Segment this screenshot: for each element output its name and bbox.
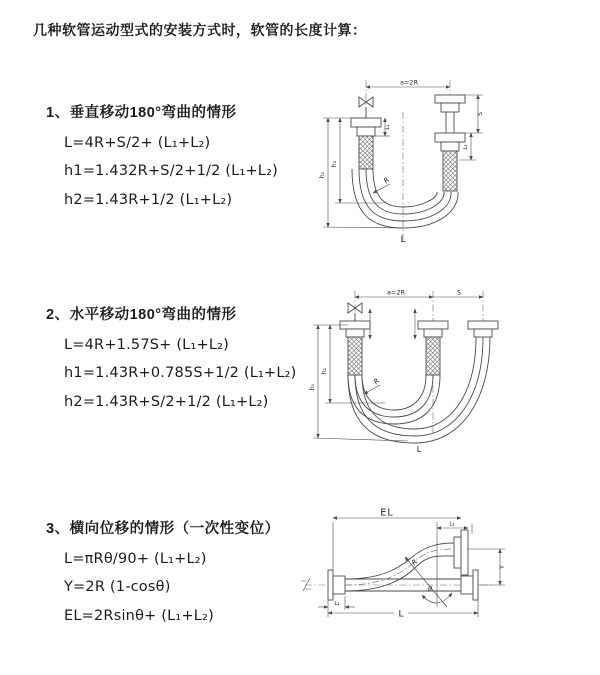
radius-leader-line xyxy=(405,557,447,607)
dim-label-s: S xyxy=(477,112,484,116)
flange-nut xyxy=(441,103,459,112)
page-title: 几种软管运动型式的安装方式时，软管的长度计算： xyxy=(33,22,367,38)
dim-label-el: EL xyxy=(380,507,394,519)
flange xyxy=(435,95,465,103)
dim-label-y: Y xyxy=(498,565,506,569)
formula-h2: h2=1.43R+1/2 (L₁+L₂) xyxy=(64,191,233,208)
dim-label-r: R xyxy=(382,175,392,186)
flange-nut xyxy=(333,576,345,594)
flange-nut xyxy=(424,329,442,337)
section-heading: 1、垂直移动180°弯曲的情形 xyxy=(46,105,237,121)
flange xyxy=(351,118,381,127)
diagram-lateral-displacement xyxy=(295,500,600,645)
dim-label-h1: h₁ xyxy=(319,171,326,179)
dim-label-r: R xyxy=(372,376,382,387)
dim-label-l1: L₁ xyxy=(334,601,340,607)
diagram-vertical-180-bend xyxy=(293,72,595,267)
flange-nut xyxy=(461,576,473,594)
formula-length: L=4R+1.57S+ (L₁+L₂) xyxy=(64,336,229,353)
flange-nut xyxy=(441,142,459,151)
formula-el: EL=2Rsinθ+ (L₁+L₂) xyxy=(64,607,214,624)
dim-label-h1: h₁ xyxy=(309,383,316,391)
section-vertical-movement xyxy=(46,101,278,208)
diagram-horizontal-180-bend xyxy=(300,283,600,455)
dim-label-h2: h₂ xyxy=(321,367,328,375)
dim-label-l: L xyxy=(400,235,406,245)
flange xyxy=(435,133,465,142)
formula-h2: h2=1.43R+S/2+1/2 (L₁+L₂) xyxy=(64,393,269,410)
section-horizontal-movement xyxy=(46,303,297,410)
dim-label-l2: L₂ xyxy=(449,521,455,528)
braid-hatch xyxy=(443,151,457,191)
flange-nut xyxy=(357,127,375,136)
flange xyxy=(473,570,478,600)
flange-nut xyxy=(346,329,364,337)
centerline-break-mark xyxy=(301,578,311,591)
dim-label-s: S xyxy=(457,289,461,297)
formula-y: Y=2R (1-cosθ) xyxy=(64,579,171,595)
dim-label-a2r: a=2R xyxy=(386,288,406,297)
formula-h1: h1=1.432R+S/2+1/2 (L₁+L₂) xyxy=(64,163,278,179)
section-heading: 3、横向位移的情形（一次性变位） xyxy=(46,521,280,537)
dim-label-l2: L₂ xyxy=(463,144,469,150)
extension-line xyxy=(313,438,408,441)
flange-nut xyxy=(454,537,461,568)
dim-label-l: L xyxy=(416,445,422,454)
flange-nut xyxy=(474,329,492,337)
section-heading: 2、水平移动180°弯曲的情形 xyxy=(46,307,237,323)
flange xyxy=(468,321,498,329)
dim-label-r: R xyxy=(410,557,420,568)
formula-length: L=4R+S/2+ (L₁+L₂) xyxy=(64,134,211,151)
braid-hatch xyxy=(359,136,373,169)
hose-arc xyxy=(348,337,490,443)
flange xyxy=(461,530,468,575)
formula-h1: h1=1.43R+0.785S+1/2 (L₁+L₂) xyxy=(64,365,297,381)
hose-curve xyxy=(345,556,454,591)
dim-label-theta: θ xyxy=(428,585,432,593)
braid-hatch xyxy=(426,337,440,375)
dim-label-l1: L₁ xyxy=(385,124,391,130)
formula-length: L=πRθ/90+ (L₁+L₂) xyxy=(64,550,207,567)
braid-hatch xyxy=(348,337,362,375)
dim-label-l: L xyxy=(398,609,404,620)
hose-arc xyxy=(359,169,451,221)
dim-label-a2r: a=2R xyxy=(399,78,419,87)
flange xyxy=(418,321,448,329)
hose-curve xyxy=(345,543,454,579)
section-lateral-displacement xyxy=(46,517,280,624)
dim-label-h2: h₂ xyxy=(331,160,338,168)
flange xyxy=(328,570,333,600)
radius-leader-line xyxy=(364,385,380,394)
